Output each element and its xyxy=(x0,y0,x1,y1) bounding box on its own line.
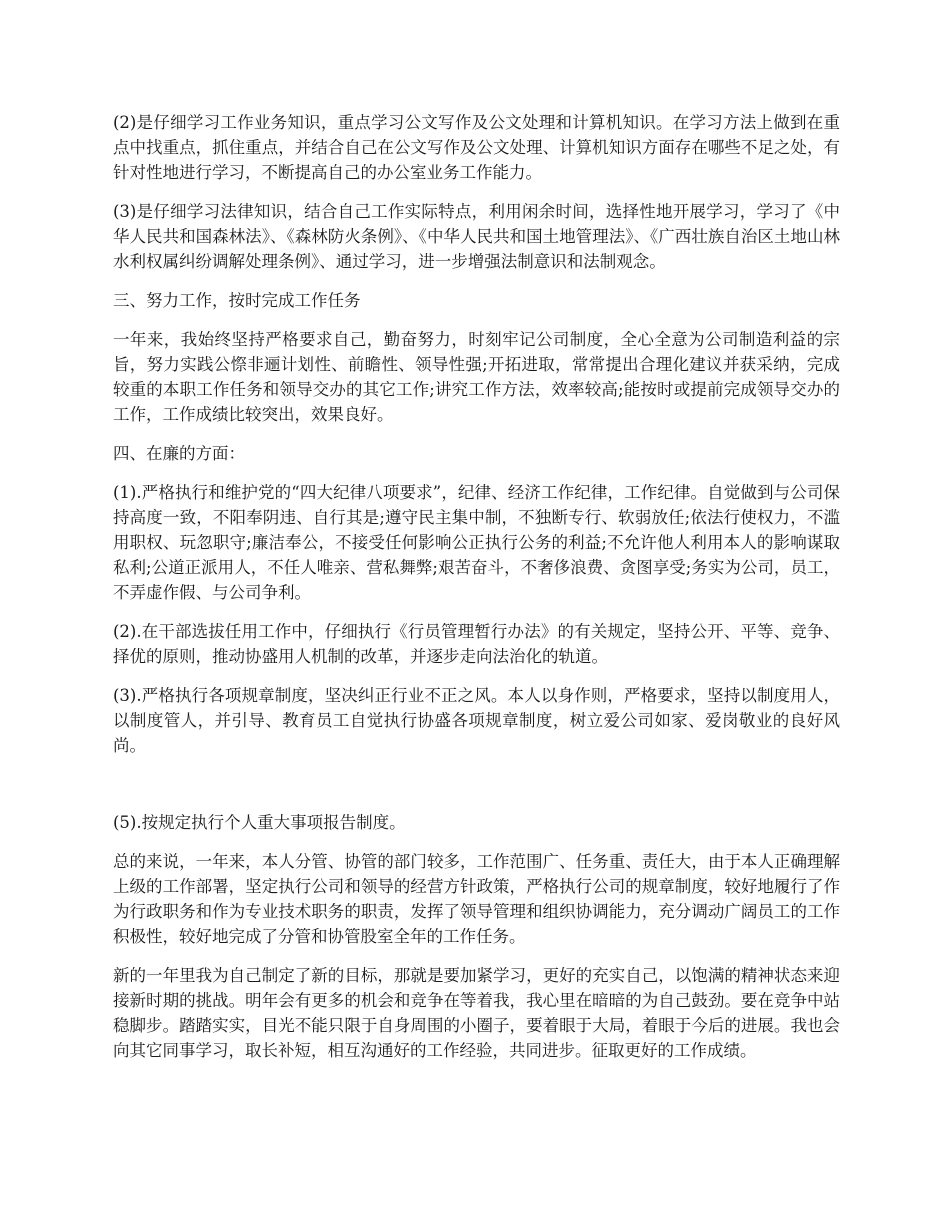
section-heading-work: 三、努力工作，按时完成工作任务 xyxy=(113,291,361,310)
paragraph-study-business: (2)是仔细学习工作业务知识，重点学习公文写作及公文处理和计算机知识。在学习方法上做到在重点中找重点，抓住重点，并结合自己在公文写作及公文处理、计算机知识方面存在哪些不足之处，有针对性地进行学习，不断提高自己的办公室业务工作能力。 xyxy=(113,113,840,182)
paragraph-study-law: (3)是仔细学习法律知识，结合自己工作实际特点，利用闲余时间，选择性地开展学习，学习了《中华人民共和国森林法》、《森林防火条例》、《中华人民共和国土地管理法》、《广西壮族自治区土地山林水利权属纠纷调解处理条例》、通过学习，进一步增强法制意识和法制观念。 xyxy=(113,202,840,271)
paragraph-work-summary: 一年来，我始终坚持严格要求自己，勤奋努力，时刻牢记公司制度，全心全意为公司制造利益的宗旨，努力实践公憏非逦计划性、前瞻性、领导性强;开拓进取，常常提出合理化建议并获采纳，完成较重的本职工作任务和领导交办的其它工作;讲究工作方法，效率较高;能按时或提前完成领导交办的工作，工作成绩比较突出，效果良好。 xyxy=(113,330,840,424)
paragraph-integrity-1: (1).严格执行和维护党的“四大纪律八项要求”，纪律、经济工作纪律，工作纪律。自觉做到与公司保持高度一致，不阳奉阴违、自行其是;遵守民主集中制，不独断专行、软弱放任;依法行使权力，不滥用职权、玩忽职守;廉洁奉公，不接受任何影响公正执行公务的利益;不允许他人利用本人的影响谋取私利;公道正派用人，不任人唯亲、营私舞弊;艰苦奋斗，不奢侈浪费、贪图享受;务实为公司，员工，不弄虚作假、与公司争利。 xyxy=(113,483,840,602)
paragraph-conclusion: 总的来说，一年来，本人分管、协管的部门较多，工作范围广、任务重、责任大，由于本人正确理解上级的工作部署，坚定执行公司和领导的经营方针政策，严格执行公司的规章制度，较好地履行了作为行政职务和作为专业技术职务的职责，发挥了领导管理和组织协调能力，充分调动广阔员工的工作积极性，较好地完成了分管和协管股室全年的工作任务。 xyxy=(113,852,840,946)
paragraph-integrity-5: (5).按规定执行个人重大事项报告制度。 xyxy=(113,813,406,832)
paragraph-new-year-goals: 新的一年里我为自己制定了新的目标，那就是要加紧学习，更好的充实自己，以饱满的精神状态来迎接新时期的挑战。明年会有更多的机会和竞争在等着我，我心里在暗暗的为自己鼓劲。要在竞争中站稳脚步。踏踏实实，目光不能只限于自身周围的小圈子，要着眼于大局，着眼于今后的进展。我也会向其它同事学习，取长补短，相互沟通好的工作经验，共同进步。征取更好的工作成绩。 xyxy=(113,966,840,1060)
paragraph-integrity-2: (2).在干部选拔任用工作中，仔细执行《行员管理暂行办法》的有关规定，坚持公开、平等、竞争、择优的原则，推动协盛用人机制的改革，并逐步走向法治化的轨道。 xyxy=(113,622,840,666)
paragraph-integrity-3: (3).严格执行各项规章制度，坚决纠正行业不正之风。本人以身作则，严格要求，坚持以制度用人，以制度管人，并引导、教育员工自觉执行协盛各项规章制度，树立爱公司如家、爱岗敬业的良好风尚。 xyxy=(113,686,840,755)
blank-gap xyxy=(113,772,840,810)
document-page xyxy=(113,110,840,1077)
section-heading-integrity: 四、在廉的方面： xyxy=(113,444,245,463)
